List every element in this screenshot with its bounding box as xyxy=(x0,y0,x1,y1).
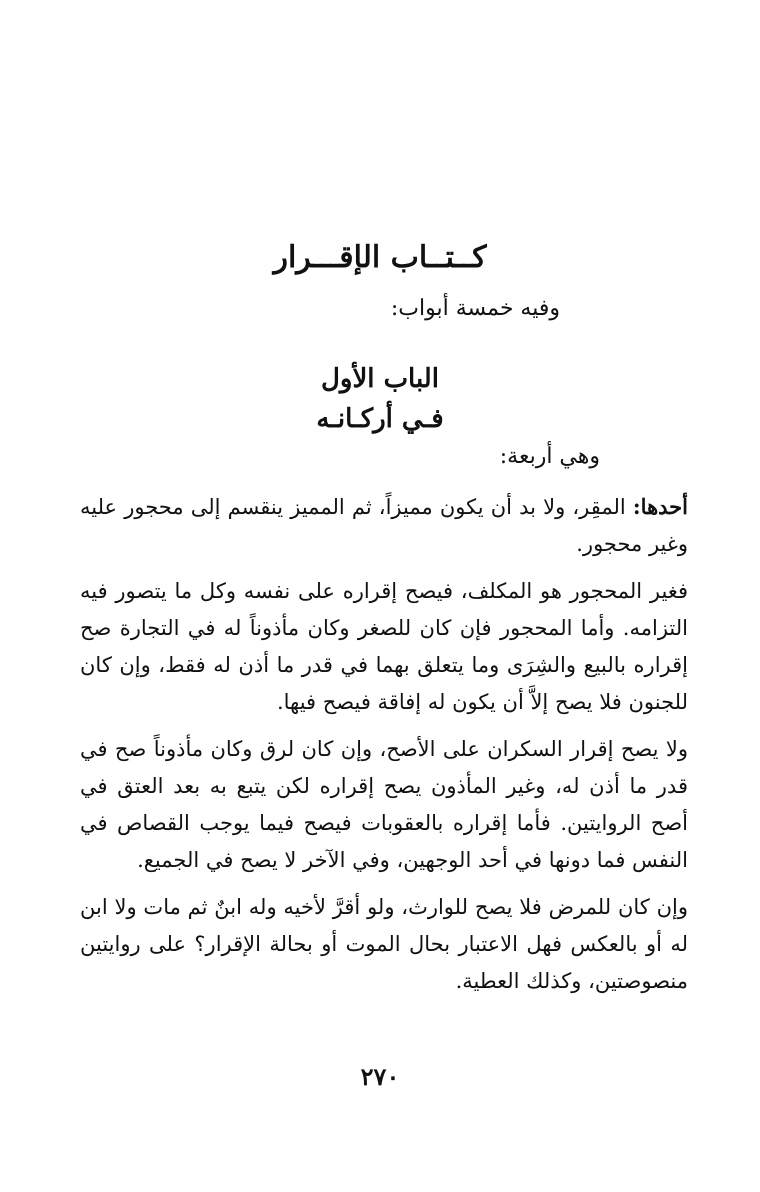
chapter-intro: وهي أربعة: xyxy=(499,444,600,469)
body-text xyxy=(80,488,688,1010)
chapter-title: الباب الأول xyxy=(321,364,439,394)
paragraph-lead: أحدها: xyxy=(632,494,688,519)
paragraph xyxy=(80,488,688,563)
paragraph-text: وإن كان للمرض فلا يصح للوارث، ولو أقرَّ لأخيه وله ابنٌ ثم مات ولا ابن له أو بالعكس فهل الاعتبار بحال الموت أو بحالة الإقرار؟ على روايتين منصوصتين، وكذلك العطية. xyxy=(80,895,688,993)
paragraph xyxy=(80,731,688,879)
paragraph-text: ولا يصح إقرار السكران على الأصح، وإن كان لرق وكان مأذوناً صح في قدر ما أذن له، وغير المأذون يصح إقراره لكن يتبع به بعد العتق في أصح الروايتين. فأما إقراره بالعقوبات فيصح فيما يوجب القصاص في النفس فما دونها في أحد الوجهين، وفي الآخر لا يصح في الجميع. xyxy=(80,737,688,872)
paragraph xyxy=(80,573,688,721)
chapter-subtitle: فـي أركـانـه xyxy=(316,404,444,434)
paragraph-text: فغير المحجور هو المكلف، فيصح إقراره على نفسه وكل ما يتصور فيه التزامه. وأما المحجور فإن كان للصغر وكان مأذوناً له في التجارة صح إقراره بالبيع والشِرَى وما يتعلق بهما في قدر ما أذن له فقط، وإن كان للجنون فلا يصح إلاَّ أن يكون له إفاقة فيصح فيها. xyxy=(80,579,688,714)
page-number: ٢٧٠ xyxy=(360,1062,400,1091)
paragraph-text: المقِر، ولا بد أن يكون مميزاً، ثم المميز ينقسم إلى محجور عليه وغير محجور. xyxy=(80,495,688,556)
book-intro: وفيه خمسة أبواب: xyxy=(390,296,560,321)
book-title: كــتــاب الإقـــرار xyxy=(273,240,487,275)
paragraph xyxy=(80,889,688,1000)
